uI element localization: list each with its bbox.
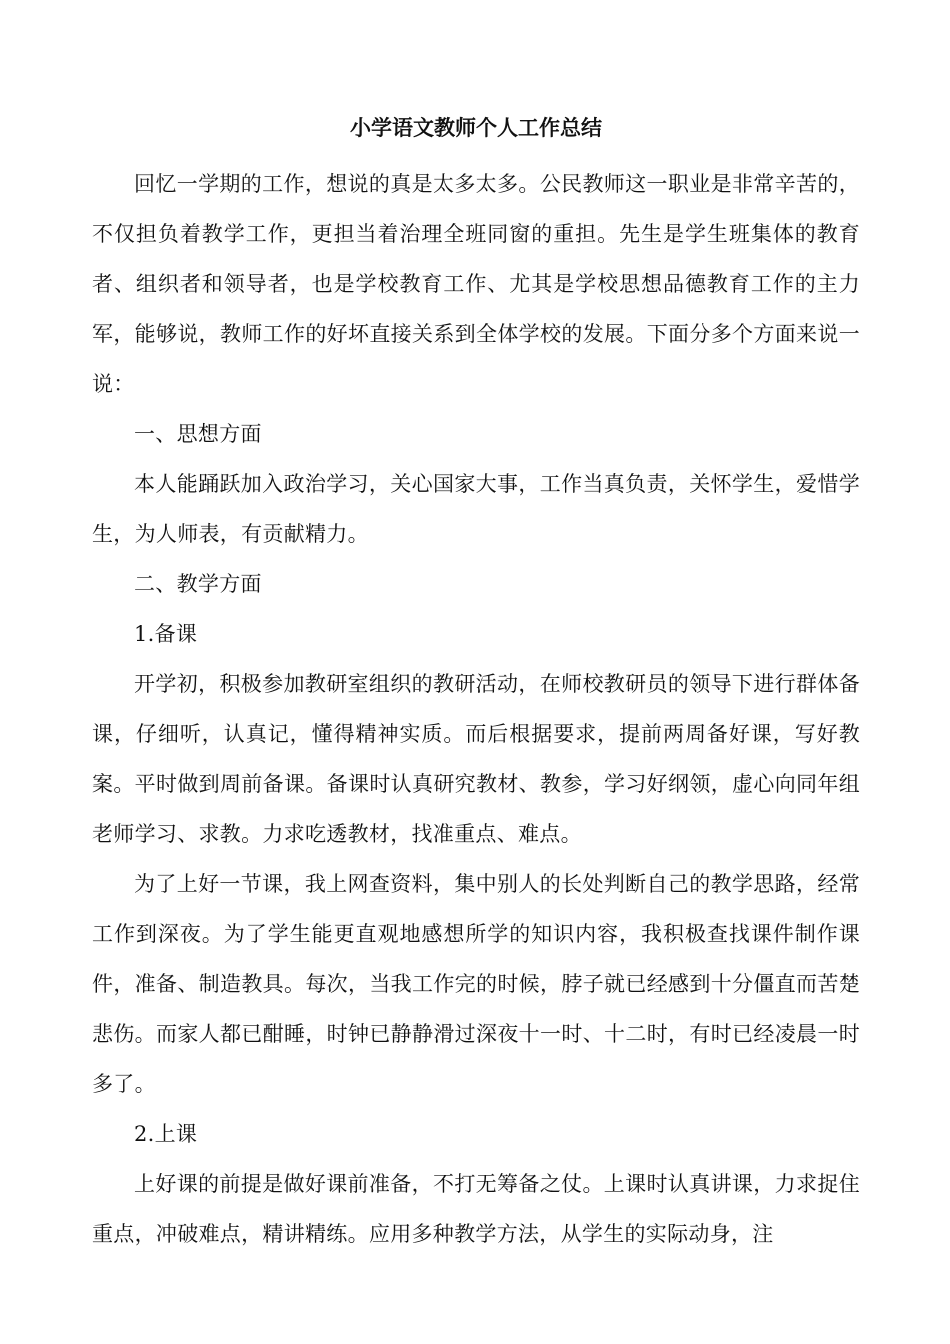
subheading-class: 2.上课 <box>134 1122 198 1146</box>
class-paragraph: 上好课的前提是做好课前准备，不打无筹备之仗。上课时认真讲课，力求捉住重点，冲破难点，精讲精练。应用多种教学方法，从学生的实际动身，注 <box>92 1172 860 1246</box>
lesson-prep-paragraph: 开学初，积极参加教研室组织的教研活动，在师校教研员的领导下进行群体备课，仔细听，认真记，懂得精神实质。而后根据要求，提前两周备好课，写好教案。平时做到周前备课。备课时认真研究教材、教参，学习好纲领，虚心向同年组老师学习、求教。力求吃透教材，找准重点、难点。 <box>92 672 860 846</box>
section-heading-teaching: 二、教学方面 <box>134 572 262 596</box>
section-heading-thought: 一、思想方面 <box>134 422 262 446</box>
subheading-lesson-prep: 1.备课 <box>134 622 198 646</box>
thought-paragraph: 本人能踊跃加入政治学习，关心国家大事，工作当真负责，关怀学生，爱惜学生，为人师表，有贡献精力。 <box>92 472 860 546</box>
document-body <box>92 159 860 1259</box>
lesson-prep-paragraph-2: 为了上好一节课，我上网查资料，集中别人的长处判断自己的教学思路，经常工作到深夜。为了学生能更直观地感想所学的知识内容，我积极查找课件制作课件，准备、制造教具。每次，当我工作完的时候，脖子就已经感到十分僵直而苦楚悲伤。而家人都已酣睡，时钟已静静滑过深夜十一时、十二时，有时已经凌晨一时多了。 <box>92 872 860 1096</box>
document-title: 小学语文教师个人工作总结 <box>350 115 602 140</box>
intro-paragraph: 回忆一学期的工作，想说的真是太多太多。公民教师这一职业是非常辛苦的，不仅担负着教学工作，更担当着治理全班同窗的重担。先生是学生班集体的教育者、组织者和领导者，也是学校教育工作、尤其是学校思想品德教育工作的主力军，能够说，教师工作的好坏直接关系到全体学校的发展。下面分多个方面来说一说： <box>92 172 860 396</box>
